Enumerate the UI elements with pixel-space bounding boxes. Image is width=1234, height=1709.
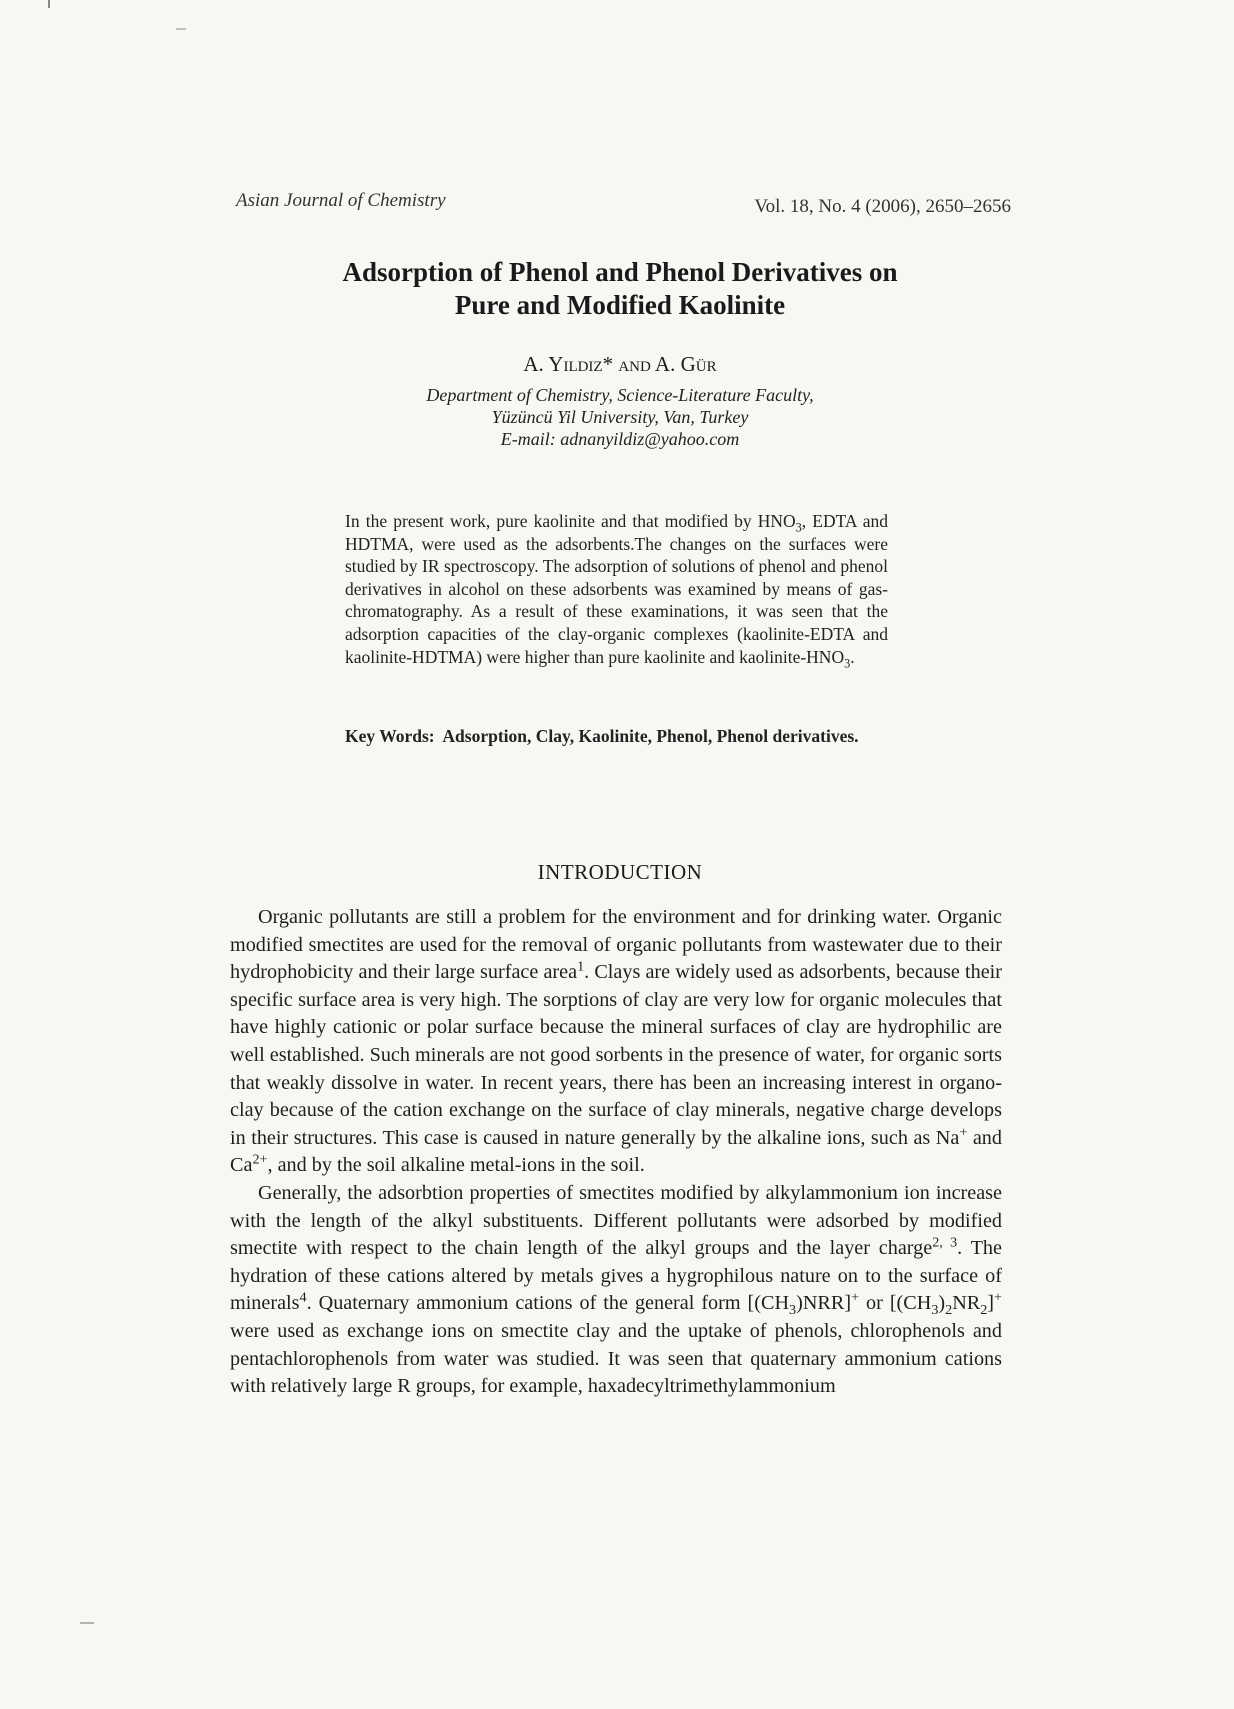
paragraph-2 (230, 1180, 1002, 1401)
reference-marker: 1 (577, 958, 585, 975)
paragraph-text: . The hydration of these cations altered by metals gives a hygrophilous nature on to the surface of minerals (230, 1237, 1002, 1315)
authors: A. Yildiz* and A. Gür (523, 352, 717, 376)
keywords-label: Key Words: (345, 726, 435, 746)
scan-artifact (176, 28, 186, 30)
paragraph-text: or [(CH (859, 1292, 932, 1315)
keywords-text: Adsorption, Clay, Kaolinite, Phenol, Phenol derivatives. (442, 726, 859, 746)
abstract-text: In the present work, pure kaolinite and that modified by HNO (345, 511, 796, 531)
journal-name: Asian Journal of Chemistry (236, 190, 446, 211)
volume-info: Vol. 18, No. 4 (2006), 2650–2656 (754, 196, 1011, 217)
subscript: 2 (945, 1302, 953, 1319)
abstract (345, 510, 889, 671)
section-heading-introduction: INTRODUCTION (537, 860, 703, 884)
email-line (230, 428, 1010, 450)
subscript: 3 (795, 520, 802, 535)
subscript: 3 (789, 1302, 797, 1319)
paragraph-text: , and by the soil alkaline metal-ions in the soil. (267, 1154, 645, 1177)
affiliation-line-1: Department of Chemistry, Science-Literature Faculty, (426, 385, 814, 405)
paragraph-text: ] (987, 1292, 995, 1315)
article-title (230, 256, 1010, 322)
paragraph-1 (230, 904, 1002, 1180)
scan-artifact (80, 1622, 94, 1624)
paragraph-text: ) (938, 1292, 946, 1315)
paragraph-text: . Clays are widely used as adsorbents, because their specific surface area is very high. The sorptions of clay are very low for organic molecules that have highly cationic or polar surface because the mineral surfaces of clay are hydrophilic are well established. Such minerals are not good sorbents in the presence of water, for organic sorts that weakly dissolve in water. In recent years, there has been an increasing interest in organo-clay because of the cation exchange on the surface of clay minerals, negative charge develops in their structures. This case is caused in nature generally by the alkaline ions, such as Na (230, 961, 1002, 1149)
paragraph-text: . Quaternary ammonium cations of the general form [(CH (306, 1292, 790, 1315)
paragraph-text: and Ca (230, 1126, 1002, 1177)
superscript: + (959, 1124, 968, 1141)
subscript: 3 (844, 656, 851, 671)
reference-marker: 4 (299, 1289, 307, 1306)
abstract-text: . (850, 646, 855, 667)
superscript: + (994, 1289, 1002, 1306)
subscript: 2 (980, 1302, 988, 1319)
affiliation-line-2: Yüzüncü Yil University, Van, Turkey (491, 407, 749, 427)
paragraph-text: Organic pollutants are still a problem for the environment and for drinking water. Organic modified smectites are used for the removal of organic pollutants from wastewater due to their hydrophobicity and their large surface area (230, 906, 1002, 984)
introduction-body (230, 904, 1002, 1401)
superscript: 2+ (252, 1151, 268, 1168)
email-label: E-mail: (500, 429, 556, 449)
paragraph-text: were used as exchange ions on smectite clay and the uptake of phenols, chlorophenols and pentachlorophenols from water was studied. It was seen that quaternary ammonium cations with relatively large R groups, for example, haxadecyltrimethylammonium (230, 1319, 1002, 1398)
scan-artifact (48, 0, 50, 8)
email-address: adnanyildiz@yahoo.com (560, 429, 740, 449)
superscript: + (851, 1289, 860, 1306)
affiliation (230, 384, 1010, 450)
keywords (345, 726, 888, 747)
title-line-2: Pure and Modified Kaolinite (454, 290, 786, 320)
title-line-1: Adsorption of Phenol and Phenol Derivatives on (342, 257, 898, 287)
abstract-text: , EDTA and HDTMA, were used as the adsorbents.The changes on the surfaces were studied by IR spectroscopy. The adsorption of solutions of phenol and phenol derivatives in alcohol on these adsorbents was examined by means of gas-chromatography. As a result of these examinations, it was seen that the adsorption capacities of the clay-organic complexes (kaolinite-EDTA and kaolinite-HDTMA) were higher than pure kaolinite and kaolinite-HNO (345, 511, 889, 667)
paragraph-text: NR (952, 1292, 981, 1315)
subscript: 3 (931, 1302, 939, 1319)
paragraph-text: Generally, the adsorbtion properties of smectites modified by alkylammonium ion increase with the length of the alkyl substituents. Different pollutants were adsorbed by modified smectite with respect to the chain length of the alkyl groups and the layer charge (230, 1181, 1002, 1260)
reference-marker: 2, 3 (932, 1234, 958, 1251)
paragraph-text: )NRR] (796, 1292, 852, 1315)
